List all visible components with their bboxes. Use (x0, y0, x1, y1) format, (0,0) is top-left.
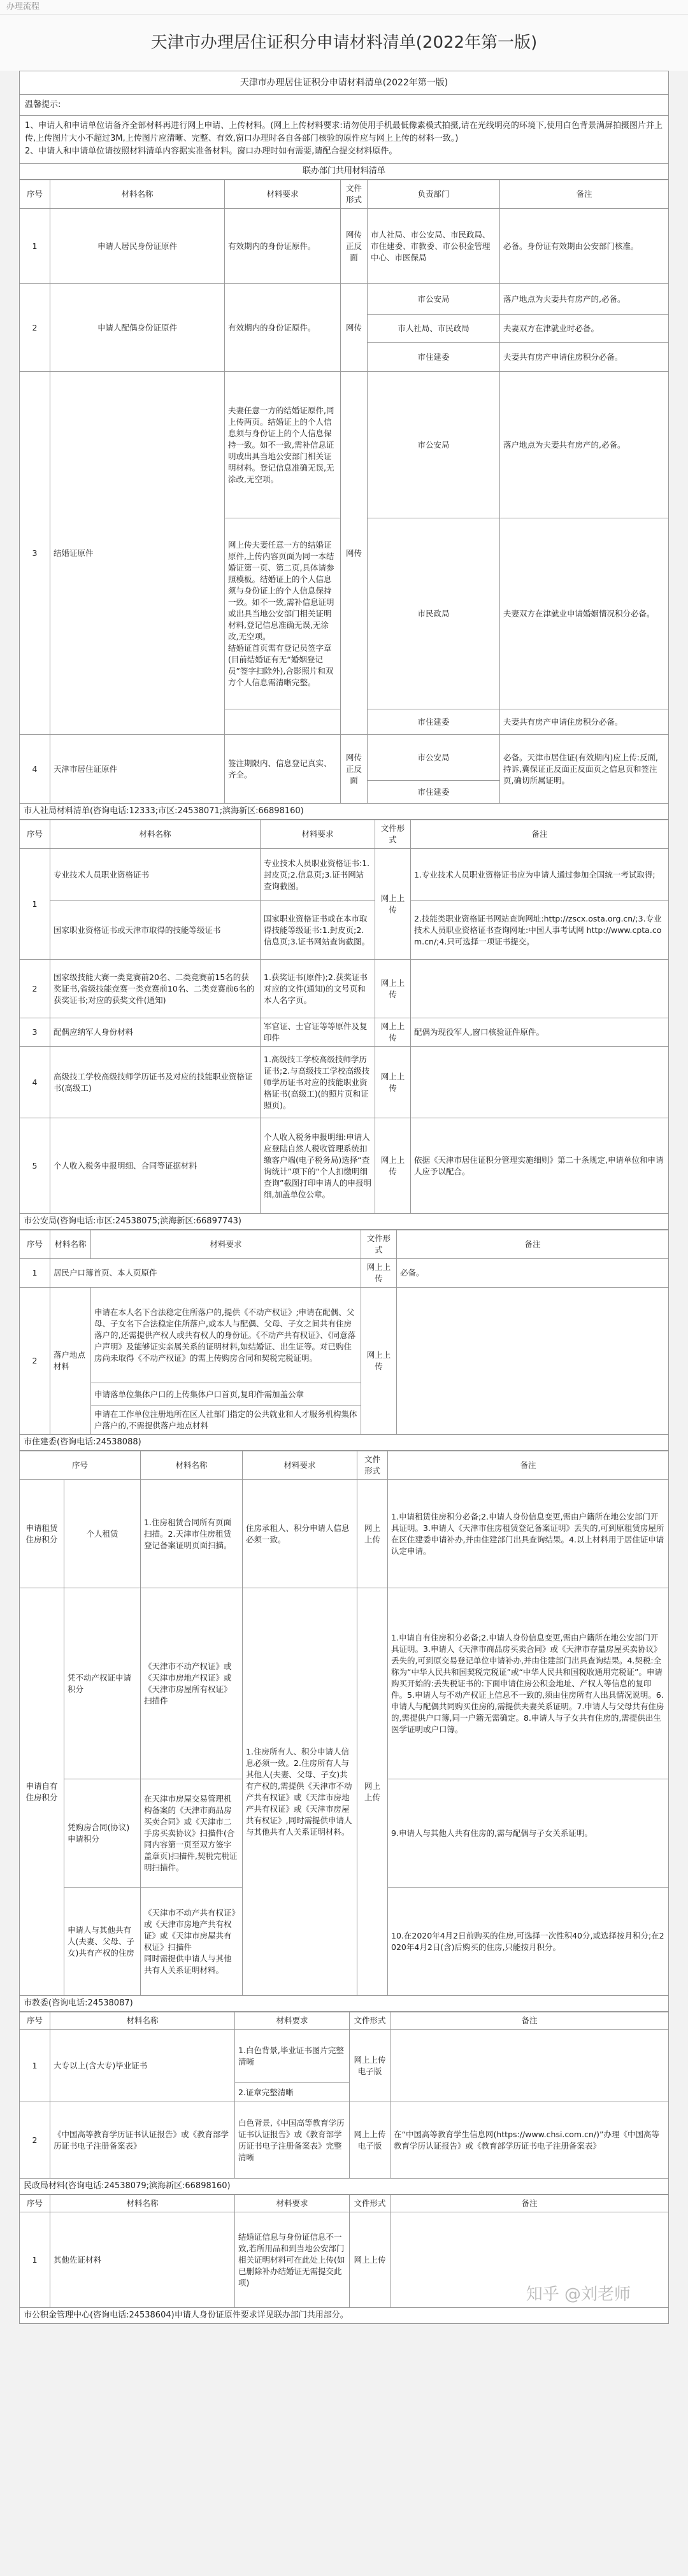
table-header-row (20, 2012, 669, 2030)
zhihu-watermark: 知乎 @刘老师 (526, 2285, 631, 2304)
table-header-row (20, 820, 669, 849)
cell-name: 专业技术人员职业资格证书 (50, 849, 261, 901)
table-row (20, 1480, 669, 1588)
cell-name: 《中国高等教育学历证书认证报告》或《教育部学历证书电子注册备案表》 (50, 2102, 235, 2179)
cell-dept: 市住建委 (368, 709, 500, 735)
cell-note: 夫妻双方在津就业申请婚姻情况积分必备。 (500, 518, 669, 709)
header-note: 备注 (500, 180, 669, 209)
cell-item: 申请租赁住房积分 (20, 1480, 64, 1588)
header-req: 材料要求 (225, 180, 341, 209)
header-seq: 序号 (20, 1230, 50, 1259)
cell-req: 个人收入税务申报明细:申请人应登陆自然人税收管理系统扣缴客户端(电子税务局)选择“查询统计”项下的“个人扣缴明细查询”截图打印申请人的申报明细,加盖单位公章。 (261, 1118, 375, 1214)
page-title: 天津市办理居住证积分申请材料清单(2022年第一版) (0, 15, 688, 71)
cell-sub: 凭购房合同(协议)申请积分 (64, 1779, 141, 1888)
cell-form: 网上上传电子版 (350, 2030, 391, 2102)
cell-seq: 2 (20, 284, 50, 372)
header-name: 材料名称 (50, 2195, 235, 2212)
cell-seq: 1 (20, 2030, 50, 2102)
cell-note: 10.在2020年4月2日前购买的住房,可选择一次性积40分,或选择按月积分;在2020年4月2日(含)后购买的住房,只能按月积分。 (388, 1888, 669, 1996)
header-req: 材料要求 (91, 1230, 361, 1259)
cell-seq: 3 (20, 1018, 50, 1047)
header-name: 材料名称 (50, 2012, 235, 2030)
cell-sub: 个人租赁 (64, 1480, 141, 1588)
housing-fund-footer: 市公积金管理中心(咨询电话:24538604)申请人身份证原件要求详见联办部门共用部分。 (19, 2308, 669, 2324)
table-row (20, 372, 669, 518)
name-text: 《天津市不动产共有权证》或《天津市房地产共有权证》或《天津市房屋共有权证》扫描件 (144, 1907, 236, 1952)
cell-note: 配偶为现役军人,窗口核验证件原件。 (411, 1018, 669, 1047)
notice-box (19, 95, 669, 164)
header-seq: 序号 (20, 180, 50, 209)
cell-note: 2.技能类职业资格证书网站查询网址:http://zscx.osta.org.cn/;3.专业技术人员职业资格证书查询网址:中国人事考试网 http://www.cpta.com.cn/;4.只可选择一项证书提交。 (411, 901, 669, 960)
header-req: 材料要求 (243, 1451, 357, 1480)
cell-req: 结婚证信息与身份证信息不一致,若所用品和到当地公安部门相关证明材料可在此处上传(如已删除补办结婚证无需提交此项) (235, 2212, 350, 2308)
table-header-row (20, 1451, 669, 1480)
table-row (20, 1018, 669, 1047)
cell-req: 有效期内的身份证原件。 (225, 209, 341, 284)
cell-dept: 市公安局 (368, 735, 500, 781)
cell-note (411, 960, 669, 1018)
material-list-sheet (19, 71, 669, 2324)
cell-req: 1.住房所有人、积分申请人信息必须一致。2.住房所有人与其他人(夫妻、父母、子女)共有产权的,需提供《天津市不动产共有权证》或《天津市房地产共有权证》或《天津市房屋共有权证》,同时需提供申请人与其他共有人关系证明材料。 (243, 1588, 357, 1996)
header-form: 文件形式 (357, 1451, 388, 1480)
header-form: 文件形式 (350, 2195, 391, 2212)
table-header-row (20, 180, 669, 209)
cell-seq: 2 (20, 1288, 50, 1435)
cell-name: 国家职业资格证书或天津市取得的技能等级证书 (50, 901, 261, 960)
cell-form: 网传正反面 (341, 735, 368, 804)
req-text-b: 结婚证首页需有登记员签字章(目前结婚证有无“婚姻登记员”签字扫除外),合影照片和双方个人信息需清晰完整。 (228, 643, 334, 687)
table-row (20, 735, 669, 781)
header-form: 文件形式 (341, 180, 368, 209)
cell-name: 大专以上(含大专)毕业证书 (50, 2030, 235, 2102)
cell-req: 有效期内的身份证原件。 (225, 284, 341, 372)
hrss-materials-table (19, 820, 669, 1214)
cell-req: 1.高级技工学校高级技师学历证书;2.与高级技工学校高级技师学历证书对应的技能职业资格证书(高级工)(的照片页和证照页)。 (261, 1047, 375, 1118)
cell-name: 申请人配偶身份证原件 (50, 284, 225, 372)
top-breadcrumb: 办理流程 (0, 0, 688, 15)
req-text-a: 网上传夫妻任意一方的结婚证原件,上传内容页面为同一本结婚证第一页、第二页,具体请参照模板。结婚证上的个人信息须与身份证上的个人信息保持一致。如不一致,需补信息证明或出具当地公安部门相关证明材料,登记信息准确无误,无涂改,无空项。 (228, 539, 334, 641)
cell-form: 网传正反面 (341, 209, 368, 284)
table-row (20, 901, 669, 960)
cell-req: 2.证章完整清晰 (235, 2083, 350, 2102)
cell-note: 夫妻双方在津就业时必备。 (500, 315, 669, 343)
header-req: 材料要求 (235, 2195, 350, 2212)
cell-name: 《天津市不动产权证》或《天津市房地产权证》或《天津市房屋所有权证》扫描件 (141, 1588, 243, 1779)
cell-req: 国家职业资格证书或在本市取得技能等级证书:1.封皮页;2.信息页;3.证书网站查询截图。 (261, 901, 375, 960)
cell-name: 高级技工学校高级技师学历证书及对应的技能职业资格证书(高级工) (50, 1047, 261, 1118)
joint-materials-table (19, 180, 669, 804)
cell-name (141, 1888, 243, 1996)
section-hrss-title: 市人社局材料清单(咨询电话:12333;市区:24538071;滨海新区:66898160) (19, 804, 669, 820)
cell-note: 依据《天津市居住证积分管理实施细则》第二十条规定,申请单位和申请人应予以配合。 (411, 1118, 669, 1214)
cell-note: 1.申请租赁住房积分必备;2.申请人身份信息变更,需由户籍所在地公安部门开具证明。3.申请人《天津市住房租赁登记备案证明》丢失的,可到原租赁房屋所在区住建委申请补办,并由住建部门出具查询结果。4.以上材料用于居住证申请认定申请。 (388, 1480, 669, 1588)
cell-name: 在天津市房屋交易管理机构备案的《天津市商品房买卖合同》或《天津市二手房买卖协议》扫描件(合同内容第一页至双方签字盖章页)扫描件,契税完税证明扫描件。 (141, 1779, 243, 1888)
cell-form: 网传 (341, 284, 368, 372)
cell-req: 夫妻任意一方的结婚证原件,同上传两页。结婚证上的个人信息须与身份证上的个人信息保持一致。如不一致,需补信息证明或出具当地公安部门相关证明材料。登记信息准确无误,无涂改,无空项。 (225, 372, 341, 518)
header-name: 材料名称 (50, 1230, 91, 1259)
cell-seq: 4 (20, 735, 50, 804)
header-name: 材料名称 (50, 180, 225, 209)
housing-materials-table (19, 1451, 669, 1996)
cell-form: 网上上传 (375, 1047, 411, 1118)
table-row (20, 2102, 669, 2179)
notice-paragraph-1: 1、申请人和申请单位请备齐全部材料再进行网上申请、上传材料。(网上上传材料要求:请勿使用手机最低像素模式拍摄,请在光线明亮的环境下,使用白色背景满屏拍摄图片并上传,上传图片大小不超过3M,上传图片应清晰、完整、有效,窗口办理时各自各部门核验的原件应与网上上传的材料一致。) (25, 121, 663, 143)
notice-text (20, 116, 668, 163)
cell-note (411, 1047, 669, 1118)
header-dept: 负责部门 (368, 180, 500, 209)
table-row (20, 284, 669, 315)
cell-name: 天津市居住证原件 (50, 735, 225, 804)
cell-dept: 市公安局 (368, 372, 500, 518)
header-form: 文件形式 (375, 820, 411, 849)
police-materials-table (19, 1230, 669, 1435)
header-req: 材料要求 (235, 2012, 350, 2030)
section-housing-title: 市住建委(咨询电话:24538088) (19, 1435, 669, 1451)
cell-item: 申请自有住房积分 (20, 1588, 64, 1996)
cell-req: 申请在本人名下合法稳定住所落户的,提供《不动产权证》;申请在配偶、父母、子女名下合法稳定住所落户,或本人与配偶、父母、子女之间共有住房落户的,还需提供产权人或共有权人的身份证。《不动产共有权证》、《同意落户声明》及能够证实亲属关系的证明材料,如结婚证、出生证等。对已购住房尚未取得《不动产权证》的需上传购房合同和契税完税证明。 (91, 1288, 361, 1383)
cell-sub: 凭不动产权证申请积分 (64, 1588, 141, 1779)
cell-name: 个人收入税务申报明细、合同等证据材料 (50, 1118, 261, 1214)
cell-seq: 1 (20, 1259, 50, 1288)
cell-name: 其他佐证材料 (50, 2212, 235, 2308)
cell-note: 夫妻共有房产申请住房积分必备。 (500, 343, 669, 372)
cell-req: 申请在工作单位注册地所在区人社部门指定的公共就业和人才服务机构集体户落户的,不需提供落户地点材料 (91, 1406, 361, 1435)
table-header-row (20, 1230, 669, 1259)
cell-form: 网上上传 (375, 849, 411, 960)
table-row (20, 1118, 669, 1214)
header-note: 备注 (411, 820, 669, 849)
cell-req: 住房承租人、积分申请人信息必须一致。 (243, 1480, 357, 1588)
cell-name: 落户地点材料 (50, 1288, 91, 1435)
cell-form: 网上上传 (357, 1480, 388, 1588)
cell-form: 网传 (341, 372, 368, 735)
section-civil-affairs-title: 民政局材料(咨询电话:24538079;滨海新区:66898160) (19, 2179, 669, 2195)
cell-note: 必备。天津市居住证(有效期内)应上传:反面,持诉,冀保证正反面正反面页之信息页和签注页,确切所属证明。 (500, 735, 669, 804)
education-materials-table (19, 2012, 669, 2179)
cell-note: 夫妻共有房产申请住房积分必备。 (500, 709, 669, 735)
cell-note: 必备。 (397, 1259, 669, 1288)
cell-note: 在“中国高等教育学生信息网(https://www.chsi.com.cn/)”办理《中国高等教育学历认证报告》或《教育部学历证书电子注册备案表》 (391, 2102, 669, 2179)
cell-form: 网上上传 (361, 1259, 397, 1288)
header-form: 文件形式 (350, 2012, 391, 2030)
cell-seq: 1 (20, 209, 50, 284)
section-police-title: 市公安局(咨询电话:市区:24538075;滨海新区:66897743) (19, 1214, 669, 1230)
table-row (20, 849, 669, 901)
cell-seq: 1 (20, 849, 50, 960)
cell-name: 1.住房租赁合同所有页面扫描。2.天津市住房租赁登记备案证明页面扫描。 (141, 1480, 243, 1588)
cell-name: 申请人居民身份证原件 (50, 209, 225, 284)
cell-name: 结婚证原件 (50, 372, 225, 735)
cell-note: 必备。身份证有效期由公安部门核准。 (500, 209, 669, 284)
header-name: 材料名称 (141, 1451, 243, 1480)
cell-seq: 1 (20, 2212, 50, 2308)
cell-req: 1.白色背景,毕业证书图片完整清晰 (235, 2030, 350, 2083)
cell-form: 网上上传 (375, 960, 411, 1018)
cell-note (391, 2030, 669, 2102)
header-req: 材料要求 (261, 820, 375, 849)
notice-paragraph-2: 2、申请人和申请单位请按照材料清单内容据实准备材料。窗口办理时如有需要,请配合提交材料原件。 (25, 146, 398, 156)
table-row (20, 2030, 669, 2083)
header-note: 备注 (391, 2012, 669, 2030)
cell-seq: 4 (20, 1047, 50, 1118)
cell-form: 网上上传 (361, 1288, 397, 1435)
cell-seq: 3 (20, 372, 50, 735)
cell-note: 落户地点为夫妻共有房产的,必备。 (500, 284, 669, 315)
page-bottom (0, 2324, 688, 2356)
header-seq: 序号 (20, 2195, 50, 2212)
cell-dept: 市住建委 (368, 343, 500, 372)
section-joint-title: 联办部门共用材料清单 (19, 164, 669, 180)
cell-note: 9.申请人与其他人共有住房的,需与配偶与子女关系证明。 (388, 1779, 669, 1888)
header-seq: 序号 (20, 2012, 50, 2030)
cell-dept: 市民政局 (368, 518, 500, 709)
header-name: 材料名称 (50, 820, 261, 849)
cell-form: 网上上传 (357, 1588, 388, 1996)
sheet-title: 天津市办理居住证积分申请材料清单(2022年第一版) (19, 71, 669, 95)
cell-note: 1.申请自有住房积分必备;2.申请人身份信息变更,需由户籍所在地公安部门开具证明。3.申请人《天津市商品房买卖合同》或《天津市存量房屋买卖协议》丢失的,可到原交易登记单位申请补办,并由住建部门出具查询结果。4.契税:全称为“中华人民共和国契税完税证”或“中华人民共和国税收通用完税证”。申请购买开始的:丢失税证书的:下面申请住房公积金地址、产权人等信息的复印件。5.申请人与不动产权证上信息不一致的,须由住房所有人出具情况说明。6.申请人与配偶共同购买住房的,需提供夫妻关系证明。7.申请人与父母共有住房的,需提供户口簿,同一户籍无需确定。8.申请人与子女共有住房的,需提供出生医学证明或户口簿。 (388, 1588, 669, 1779)
cell-form: 网上上传 (375, 1018, 411, 1047)
header-seq: 序号 (20, 820, 50, 849)
table-row (20, 209, 669, 284)
cell-req: 1.获奖证书(原件);2.获奖证书对应的文件(通知)的文号页和本人名字页。 (261, 960, 375, 1018)
cell-dept: 市人社局、市公安局、市民政局、市住建委、市教委、市公积金管理中心、市医保局 (368, 209, 500, 284)
table-row (20, 1259, 669, 1288)
req-extra: 同时需提供申请人与其他共有人关系证明材料。 (144, 1953, 232, 1975)
cell-form: 网上上传 (350, 2212, 391, 2308)
cell-req: 专业技术人员职业资格证书:1.封皮页;2.信息页;3.证书网站查询截图。 (261, 849, 375, 901)
cell-req (225, 709, 341, 735)
cell-req: 申请落单位集体户口的上传集体户口首页,复印件需加盖公章 (91, 1383, 361, 1406)
table-row (20, 1047, 669, 1118)
header-seq: 序号 (20, 1451, 141, 1480)
cell-dept: 市住建委 (368, 781, 500, 804)
cell-name: 国家级技能大赛一类竞赛前20名、二类竞赛前15名的获奖证书,省级技能竞赛一类竞赛前10名、二类竞赛前6名的获奖证书;对应的获奖文件(通知) (50, 960, 261, 1018)
cell-req: 签注期限内、信息登记真实、齐全。 (225, 735, 341, 804)
cell-seq: 5 (20, 1118, 50, 1214)
cell-seq: 2 (20, 2102, 50, 2179)
header-form: 文件形式 (361, 1230, 397, 1259)
table-row (20, 960, 669, 1018)
cell-name: 配偶应纳军人身份材料 (50, 1018, 261, 1047)
table-row (20, 1588, 669, 1779)
cell-req: 军官证、士官证等等原件及复印件 (261, 1018, 375, 1047)
table-header-row (20, 2195, 669, 2212)
header-note: 备注 (391, 2195, 669, 2212)
notice-title: 温馨提示: (20, 95, 668, 116)
section-education-title: 市教委(咨询电话:24538087) (19, 1996, 669, 2012)
cell-seq: 2 (20, 960, 50, 1018)
cell-note: 落户地点为夫妻共有房产的,必备。 (500, 372, 669, 518)
cell-req (225, 518, 341, 709)
cell-form: 网上上传电子版 (350, 2102, 391, 2179)
cell-req: 白色背景,《中国高等教育学历证书认证报告》或《教育部学历证书电子注册备案表》完整清晰 (235, 2102, 350, 2179)
header-note: 备注 (397, 1230, 669, 1259)
cell-note (397, 1288, 669, 1435)
cell-name: 居民户口簿首页、本人页原件 (50, 1259, 361, 1288)
cell-dept: 市公安局 (368, 284, 500, 315)
cell-dept: 市人社局、市民政局 (368, 315, 500, 343)
cell-form: 网上上传 (375, 1118, 411, 1214)
table-row (20, 1288, 669, 1383)
header-note: 备注 (388, 1451, 669, 1480)
cell-sub: 申请人与其他共有人(夫妻、父母、子女)共有产权的住房 (64, 1888, 141, 1996)
cell-note: 1.专业技术人员职业资格证书应为申请人通过参加全国统一考试取得; (411, 849, 669, 901)
